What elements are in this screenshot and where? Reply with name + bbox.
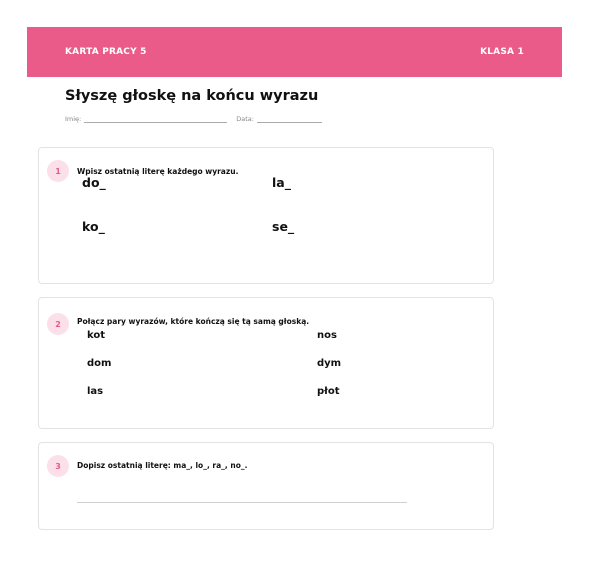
word-item: la_ — [272, 175, 291, 190]
left-word[interactable]: dom — [87, 358, 112, 369]
worksheet — [27, 27, 562, 123]
class-label: KLASA 1 — [480, 47, 524, 57]
header-banner — [27, 27, 562, 77]
name-field[interactable] — [84, 115, 227, 123]
right-word[interactable]: płot — [317, 386, 340, 397]
name-label: Imię: — [65, 115, 82, 123]
task-card-1 — [38, 147, 494, 284]
task-instruction: Wpisz ostatnią literę każdego wyrazu. — [77, 167, 239, 176]
page-title: Słyszę głoskę na końcu wyrazu — [65, 88, 319, 104]
date-label: Data: — [236, 115, 254, 123]
answer-line[interactable] — [77, 502, 407, 503]
right-word[interactable]: nos — [317, 330, 337, 341]
left-word[interactable]: kot — [87, 330, 106, 341]
task-instruction: Połącz pary wyrazów, które kończą się tą samą głoską. — [77, 317, 310, 326]
word-item: ko_ — [82, 219, 105, 234]
task-number-badge: 3 — [47, 455, 69, 477]
word-item: se_ — [272, 219, 295, 234]
task-instruction: Dopisz ostatnią literę: ma_, lo_, ra_, no_. — [77, 461, 248, 470]
right-word[interactable]: dym — [317, 358, 342, 369]
left-word[interactable]: las — [87, 386, 104, 397]
word-item: do_ — [82, 175, 106, 190]
task-card-3 — [38, 442, 494, 530]
task-number-badge: 2 — [47, 313, 69, 335]
worksheet-label: KARTA PRACY 5 — [65, 47, 147, 57]
student-fields — [65, 115, 562, 123]
task-card-2 — [38, 297, 494, 429]
task-number-badge: 1 — [47, 160, 69, 182]
date-field[interactable] — [257, 115, 322, 123]
